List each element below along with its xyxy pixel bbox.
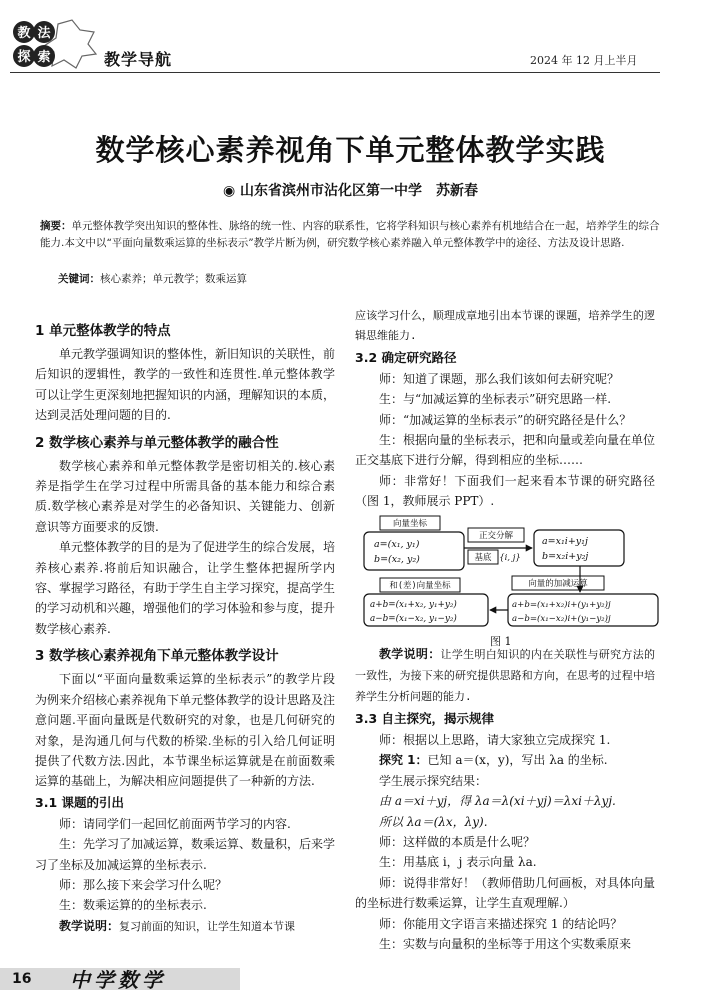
abstract-label: 摘要： [40, 220, 72, 232]
logo-char-2: 法 [37, 26, 51, 41]
label-sumdiff: 和(差)向量坐标 [389, 581, 451, 591]
column-logo [10, 18, 100, 76]
dialogue-line: 师：你能用文字语言来描述探究 1 的结论吗？ [379, 916, 623, 931]
teaching-note-continued: 应该学习什么，顺理成章地引出本节课的课题，培养学生的逻辑思维能力. [355, 309, 655, 343]
logo-char-1: 教 [17, 26, 31, 41]
dialogue-line: 师：说得非常好！（教师借助几何画板，对具体向量的坐标进行数乘运算，让学生直观理解.） [355, 875, 656, 911]
section-2-heading: 2 数学核心素养与单元整体教学的融合性 [35, 434, 279, 451]
dialogue-line: 师：知道了课题，那么我们该如何去研究呢？ [379, 371, 620, 386]
teaching-note [355, 644, 655, 708]
section-title: 教学导航 [104, 50, 173, 69]
paragraph: 单元教学强调知识的整体性，新旧知识的关联性，前后知识的逻辑性，教学的一致性和连贯性.单元整体教学可以让学生更深刻地把握知识的内涵，理解知识的本质，达到灵活处理问题的目的. [35, 347, 336, 423]
article-title: 数学核心素养视角下单元整体教学实践 [95, 133, 606, 167]
formula-line: 由 a＝xi＋yj，得 λa＝λ(xi＋yj)＝λxi＋λyj. [379, 794, 616, 809]
teaching-note [35, 916, 335, 937]
formula-line: 所以 λa＝(λx，λy). [379, 814, 488, 829]
keywords-label: 关键词： [58, 273, 100, 285]
dialogue-line: 师：请同学们一起回忆前面两节学习的内容. [59, 816, 291, 831]
label-vector-coord: 向量坐标 [392, 519, 428, 529]
box1-line1: a=(x₁, y₁) [374, 539, 420, 550]
dialogue-line: 师：这样做的本质是什么呢？ [379, 834, 536, 849]
header-rule [10, 72, 660, 73]
box2-line2: b=x₂i+y₂j [542, 551, 589, 562]
section-3-3-heading: 3.3 自主探究，揭示规律 [355, 710, 494, 726]
exploration-task [355, 750, 655, 770]
paragraph: 下面以“平面向量数乘运算的坐标表示”的教学片段为例来介绍核心素养视角下单元整体教学的设计思路及注意问题.平面向量既是代数研究的对象，也是几何研究的对象，是沟通几何与代数的桥梁.坐标的引入给几何证明提供了代数方法.因此，本节课坐标运算就是在前面数乘运算的基础上，为解决相应问题提供了一种新的方法. [35, 672, 336, 789]
left-column [35, 318, 335, 937]
section-3-1-heading: 3.1 课题的引出 [35, 794, 124, 810]
section-3-heading: 3 数学核心素养视角下单元整体教学设计 [35, 648, 279, 665]
logo-char-4: 索 [37, 50, 51, 65]
label-basis-ij: {i, j} [499, 553, 521, 563]
author-line: ◉ 山东省滨州市沾化区第一中学 苏新春 [222, 183, 479, 199]
keywords [58, 271, 658, 288]
abstract [40, 218, 660, 252]
teaching-note-text: 让学生明白知识的内在关联性与研究方法的一致性，为接下来的研究提供思路和方向，在思考的过程中培养学生分析问题的能力. [355, 647, 655, 704]
box2-line1: a=x₁i+y₁j [542, 536, 588, 547]
dialogue-line: 生：根据向量的坐标表示，把和向量或差向量在单位正交基底下进行分解，得到相应的坐标…… [355, 433, 656, 468]
dialogue-line: 生：用基底 i，j 表示向量 λa. [379, 855, 537, 870]
paragraph: 单元整体教学的目的是为了促进学生的综合发展，培养核心素养.将前后知识融合，让学生整体把握所学内容、掌握学习路径，有助于学生自主学习探究，提高学生的学习动机和兴趣，增强他们的学习体验和参与度，提升数学核心素养. [35, 540, 336, 636]
abstract-text: 单元整体教学突出知识的整体性、脉络的统一性、内容的联系性，它将学科知识与核心素养有机地结合在一起，培养学生的综合能力.本文中以“平面向量数乘运算的坐标表示”教学片断为例，研究数学核心素养融入单元整体教学中的途径、方法及设计思路. [40, 220, 660, 249]
label-orth: 正交分解 [478, 531, 514, 541]
teaching-note-label: 教学说明： [59, 918, 120, 933]
dialogue-line: 师：那么接下来会学习什么呢？ [59, 877, 228, 892]
box3-line1: a+b=(x₁+x₂, y₁+y₂) [370, 600, 457, 610]
logo-char-3: 探 [17, 50, 31, 65]
dialogue-line: 师：非常好！下面我们一起来看本节课的研究路径（图 1，教师展示 PPT）. [355, 473, 655, 509]
label-basis: 基底 [474, 553, 492, 563]
dialogue-line: 学生展示探究结果： [379, 773, 488, 788]
keywords-text: 核心素养；单元教学；数乘运算 [100, 273, 247, 285]
label-addsub: 向量的加减运算 [528, 579, 588, 589]
magazine-name: 中学数学 [70, 968, 166, 992]
figure-caption: 图 1 [490, 635, 512, 648]
box4-line2: a−b=(x₁−x₂)i+(y₁−y₂)j [512, 614, 611, 624]
issue-date: 2024 年 12 月上半月 [530, 54, 638, 67]
dialogue-line: 生：与“加减运算的坐标表示”研究思路一样. [379, 392, 612, 407]
teaching-note-text: 复习前面的知识，让学生知道本节课 [119, 919, 296, 933]
box3-line2: a−b=(x₁−x₂, y₁−y₂) [370, 614, 457, 624]
dialogue-line: 生：实数与向量积的坐标等于用这个实数乘原来 [379, 936, 632, 951]
box4-line1: a+b=(x₁+x₂)i+(y₁+y₂)j [512, 600, 611, 610]
paragraph: 数学核心素养和单元整体教学是密切相关的.核心素养是指学生在学习过程中所需具备的基本能力和综合素质.数学核心素养是对学生的必备知识、关键能力、创新意识等方面要求的反馈. [35, 458, 335, 534]
exploration-label: 探究 1： [379, 753, 428, 768]
teaching-note-label: 教学说明： [379, 646, 441, 661]
box1-line2: b=(x₂, y₂) [374, 554, 420, 565]
figure-1-diagram [360, 510, 660, 630]
dialogue-line: 师：根据以上思路，请大家独立完成探究 1. [379, 732, 611, 747]
dialogue-line: 生：数乘运算的的坐标表示. [59, 898, 207, 913]
dialogue-line: 生：先学习了加减运算，数乘运算、数量积，后来学习了坐标及加减运算的坐标表示. [35, 837, 336, 872]
dialogue-line: 师：“加减运算的坐标表示”的研究路径是什么？ [379, 412, 632, 427]
exploration-text: 已知 a＝(x，y)，写出 λa 的坐标. [427, 753, 608, 768]
section-1-heading: 1 单元整体教学的特点 [35, 323, 171, 339]
right-column [355, 306, 655, 954]
page-number: 16 [12, 971, 32, 987]
section-3-2-heading: 3.2 确定研究路径 [355, 349, 457, 365]
